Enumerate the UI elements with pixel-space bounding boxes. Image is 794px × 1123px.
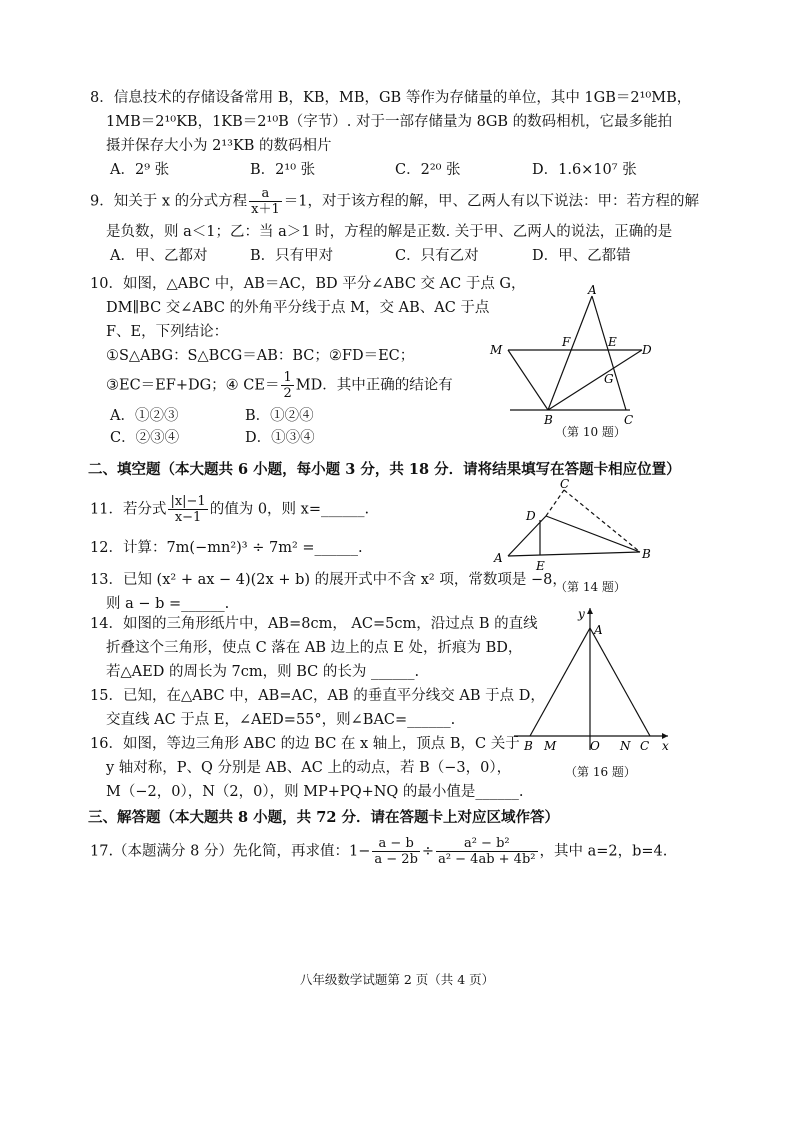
q17-f1-den: a − 2b (374, 852, 418, 867)
q17-fraction-2 (436, 836, 537, 867)
q10-frac-den: 2 (283, 386, 292, 401)
q10-line5b: MD．其中正确的结论有 (295, 377, 453, 394)
q16-figure (510, 600, 680, 760)
q9-suffix: ＝1，对于该方程的解，甲、乙两人有以下说法：甲：若方程的解 (283, 193, 699, 210)
q10-label-d: D (642, 343, 652, 357)
q8-option-c: C．2²⁰ 张 (395, 162, 461, 178)
q16-label-x: x (662, 739, 669, 753)
q17-prefix: 17.（本题满分 8 分）先化简，再求值：1− (90, 843, 371, 860)
q10-frac-num: 1 (283, 370, 292, 385)
q17-fraction-1 (372, 836, 420, 867)
q17-suffix: ，其中 a=2，b=4. (539, 843, 668, 860)
q15-line2: 交直线 AC 于点 E，∠AED=55°，则∠BAC=______. (106, 712, 456, 728)
q14-caption: （第 14 题） (555, 580, 626, 594)
q8-line3: 摄并保存大小为 2¹³KB 的数码相片 (106, 138, 332, 154)
q8-option-b: B．2¹⁰ 张 (250, 162, 316, 178)
q9-option-d: D．甲、乙都错 (532, 248, 631, 264)
q8-option-d: D．1.6×10⁷ 张 (532, 162, 637, 178)
q16-label-c: C (640, 739, 650, 753)
q10-label-f: F (562, 335, 571, 349)
q14-line1: 14．如图的三角形纸片中，AB=8cm， AC=5cm，沿过点 B 的直线 (90, 616, 538, 632)
q9-option-b: B．只有甲对 (250, 248, 334, 264)
q14-label-c: C (560, 478, 570, 491)
q16-label-y: y (578, 607, 585, 621)
q9-prefix: 9．知关于 x 的分式方程 (90, 193, 248, 210)
q14-label-b: B (642, 547, 651, 561)
q10-line2: DM∥BC 交∠ABC 的外角平分线于点 M，交 AB、AC 于点 (106, 300, 490, 316)
q16-line2: y 轴对称，P、Q 分别是 AB、AC 上的动点，若 B（−3，0）， (106, 760, 512, 776)
section-3-heading: 三、解答题（本大题共 8 小题，共 72 分．请在答题卡上对应区域作答） (88, 809, 559, 826)
page-footer: 八年级数学试题第 2 页（共 4 页） (299, 972, 495, 987)
q10-label-e: E (608, 335, 617, 349)
q8-line2: 1MB＝2¹⁰KB，1KB＝2¹⁰B（字节）. 对于一部存储量为 8GB 的数码相机，它最多能拍 (106, 114, 673, 130)
q10-caption: （第 10 题） (555, 425, 626, 439)
q14-line2: 折叠这个三角形，使点 C 落在 AB 边上的点 E 处，折痕为 BD， (106, 640, 523, 656)
q10-line3: F、E，下列结论： (106, 324, 229, 340)
q16-label-m: M (544, 739, 557, 753)
q16-caption: （第 16 题） (565, 765, 636, 779)
q9-fraction (249, 186, 282, 217)
q17-div: ÷ (421, 843, 435, 860)
q9-line2: 是负数，则 a＜1；乙：当 a＞1 时，方程的解是正数. 关于甲、乙两人的说法，正确的是 (106, 224, 673, 240)
q17-f2-den: a² − 4ab + 4b² (438, 852, 536, 867)
q10-option-b: B．①②④ (245, 408, 314, 424)
q8-option-a: A．2⁹ 张 (110, 162, 170, 178)
q10-label-g: G (604, 372, 614, 386)
q17-f1-num: a − b (372, 836, 420, 852)
q10-label-m: M (490, 343, 503, 357)
q9-line1 (90, 186, 699, 217)
q17-f2-num: a² − b² (436, 836, 537, 852)
q14-figure (490, 478, 660, 578)
q10-figure (480, 282, 660, 442)
q15-line1: 15．已知，在△ABC 中，AB=AC，AB 的垂直平分线交 AB 于点 D， (90, 688, 545, 704)
q14-line3: 若△AED 的周长为 7cm，则 BC 的长为 ______. (106, 664, 420, 680)
q17-line (90, 836, 667, 867)
q10-option-a: A．①②③ (110, 408, 179, 424)
q16-label-n: N (620, 739, 631, 753)
q11-prefix: 11．若分式 (90, 501, 167, 518)
q9-frac-num: a (249, 186, 282, 202)
q11-frac-den: x−1 (174, 510, 202, 525)
q10-label-b: B (544, 413, 553, 427)
q12-line: 12．计算：7m(−mn²)³ ÷ 7m² =______. (90, 540, 363, 556)
q9-option-a: A．甲、乙都对 (110, 248, 208, 264)
q11-suffix: 的值为 0，则 x=______. (209, 501, 370, 518)
q16-label-b: B (524, 739, 533, 753)
q16-line1: 16．如图，等边三角形 ABC 的边 BC 在 x 轴上，顶点 B，C 关于 (90, 736, 520, 752)
q9-option-c: C．只有乙对 (395, 248, 479, 264)
q9-frac-den: x＋1 (251, 202, 280, 217)
q14-label-d: D (526, 509, 536, 523)
q13-line1: 13．已知 (x² + ax − 4)(2x + b) 的展开式中不含 x² 项，常数项是 −8， (90, 572, 567, 588)
y-axis-arrow-icon (587, 608, 593, 614)
q10-option-c: C．②③④ (110, 430, 180, 446)
q11-fraction (168, 494, 207, 525)
section-2-heading: 二、填空题（本大题共 6 小题，每小题 3 分，共 18 分．请将结果填写在答题卡相应位置） (88, 461, 681, 478)
q10-line5a: ③EC＝EF+DG；④ CE＝ (106, 377, 280, 394)
q11-line (90, 494, 369, 525)
q14-label-a: A (494, 551, 503, 565)
q10-label-a: A (588, 283, 597, 297)
q10-option-d: D．①③④ (245, 430, 315, 446)
q10-line5 (106, 370, 453, 401)
q14-label-e: E (536, 559, 545, 573)
q16-label-a: A (594, 623, 603, 637)
q10-line4: ①S△ABG：S△BCG＝AB：BC；②FD＝EC； (106, 348, 415, 364)
q10-fraction (281, 370, 293, 401)
q10-line1: 10．如图，△ABC 中，AB＝AC，BD 平分∠ABC 交 AC 于点 G， (90, 276, 526, 292)
q8-line1: 8．信息技术的存储设备常用 B，KB，MB，GB 等作为存储量的单位，其中 1GB＝2¹⁰MB， (90, 90, 692, 106)
q16-label-o: O (590, 739, 600, 753)
q11-frac-num: |x|−1 (170, 494, 206, 509)
q16-line3: M（−2，0），N（2，0），则 MP+PQ+NQ 的最小值是______. (106, 784, 524, 800)
q13-line2: 则 a − b =______. (106, 596, 230, 612)
q10-label-c: C (624, 413, 634, 427)
